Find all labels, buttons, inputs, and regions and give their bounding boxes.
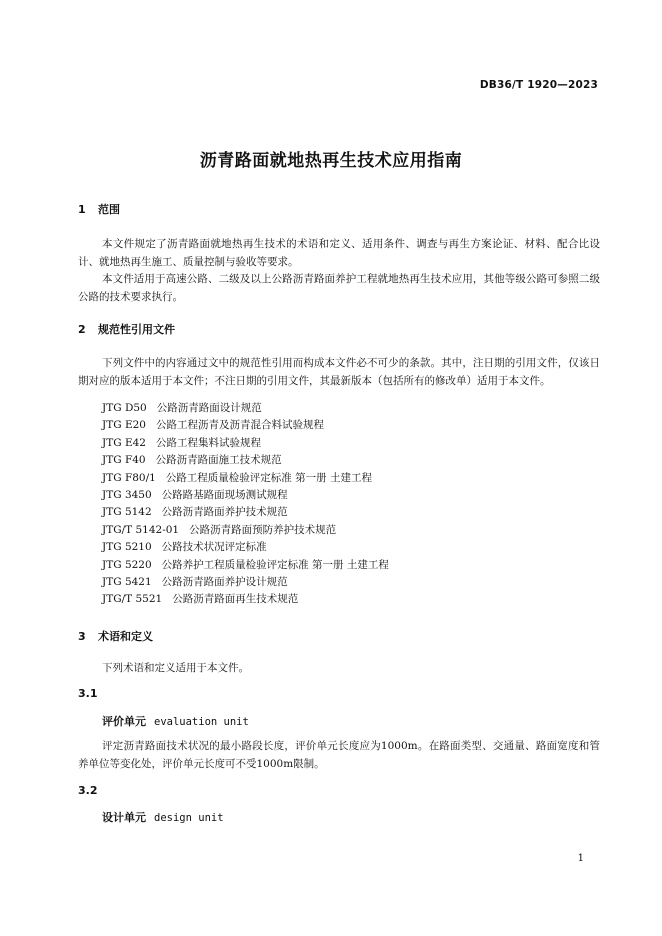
term-number: 3.1 (78, 687, 98, 700)
section-heading-normative (78, 321, 175, 337)
reference-name: 公路沥青路面预防养护技术规范 (189, 523, 337, 536)
reference-name: 公路工程集料试验规程 (155, 436, 261, 449)
reference-name: 公路沥青路面再生技术规范 (172, 593, 299, 606)
section-number: 2 (78, 323, 86, 336)
reference-code: JTG 5421 (102, 576, 152, 589)
term-chinese: 设计单元 (102, 811, 146, 824)
term-number: 3.2 (78, 784, 98, 797)
reference-item (102, 539, 389, 556)
reference-code: JTG E20 (102, 419, 146, 432)
reference-item (102, 557, 389, 574)
reference-code: JTG D50 (102, 402, 147, 414)
terms-intro: 下列术语和定义适用于本文件。 (102, 662, 249, 674)
reference-code: JTG/T 5142-01 (102, 523, 180, 536)
section-title: 范围 (98, 203, 120, 216)
term-entry-evaluation-unit (102, 713, 249, 729)
reference-name: 公路技术状况评定标准 (161, 541, 267, 554)
reference-name: 公路沥青路面养护技术规范 (161, 506, 288, 519)
reference-item (102, 591, 389, 608)
reference-item (102, 522, 389, 539)
term-english: evaluation unit (154, 716, 249, 728)
section-title: 规范性引用文件 (98, 323, 175, 336)
reference-name: 公路工程质量检验评定标准 第一册 土建工程 (165, 471, 372, 484)
section-number: 1 (78, 203, 86, 216)
reference-name: 公路沥青路面施工技术规范 (155, 454, 282, 467)
reference-code: JTG 5220 (102, 558, 152, 571)
page-number: 1 (577, 853, 584, 864)
reference-item (102, 452, 389, 469)
reference-item (102, 400, 389, 417)
scope-paragraph-2: 本文件适用于高速公路、二级及以上公路沥青路面养护工程就地热再生技术应用，其他等级公路可参照二级公路的技术要求执行。 (78, 273, 600, 303)
reference-item (102, 504, 389, 521)
term-entry-design-unit (102, 809, 224, 825)
section-heading-scope (78, 201, 120, 217)
reference-item (102, 417, 389, 434)
reference-code: JTG 3450 (102, 489, 152, 502)
reference-item (102, 470, 389, 487)
reference-name: 公路工程沥青及沥青混合料试验规程 (155, 419, 324, 432)
term-definition: 评定沥青路面技术状况的最小路段长度，评价单元长度应为1000m。在路面类型、交通量、路面宽度和管养单位等变化处，评价单元长度可不受1000m限制。 (78, 740, 600, 770)
reference-code: JTG 5210 (102, 541, 152, 554)
scope-paragraph-1: 本文件规定了沥青路面就地热再生技术的术语和定义、适用条件、调查与再生方案论证、材料、配合比设计、就地热再生施工、质量控制与验收等要求。 (78, 238, 600, 268)
reference-item (102, 574, 389, 591)
reference-code: JTG F40 (102, 454, 146, 467)
section-number: 3 (78, 630, 86, 643)
reference-name: 公路路基路面现场测试规程 (161, 489, 288, 502)
term-english: design unit (154, 812, 224, 824)
section-title: 术语和定义 (98, 630, 153, 643)
reference-item (102, 487, 389, 504)
normative-intro: 下列文件中的内容通过文中的规范性引用而构成本文件必不可少的条款。其中，注日期的引用文件，仅该日期对应的版本适用于本文件；不注日期的引用文件，其最新版本（包括所有的修改单）适用于本文件。 (78, 357, 600, 387)
reference-item (102, 435, 389, 452)
reference-code: JTG E42 (102, 436, 146, 449)
reference-code: JTG/T 5521 (102, 593, 163, 606)
reference-code: JTG 5142 (102, 506, 152, 519)
standard-code: DB36/T 1920—2023 (479, 79, 598, 91)
reference-name: 公路养护工程质量检验评定标准 第一册 土建工程 (161, 558, 389, 571)
section-heading-terms (78, 628, 153, 644)
term-chinese: 评价单元 (102, 715, 146, 728)
reference-code: JTG F80/1 (102, 471, 156, 484)
document-title: 沥青路面就地热再生技术应用指南 (199, 151, 463, 171)
reference-name: 公路沥青路面养护设计规范 (161, 576, 288, 589)
reference-name: 公路沥青路面设计规范 (156, 402, 262, 414)
reference-list (102, 400, 389, 609)
